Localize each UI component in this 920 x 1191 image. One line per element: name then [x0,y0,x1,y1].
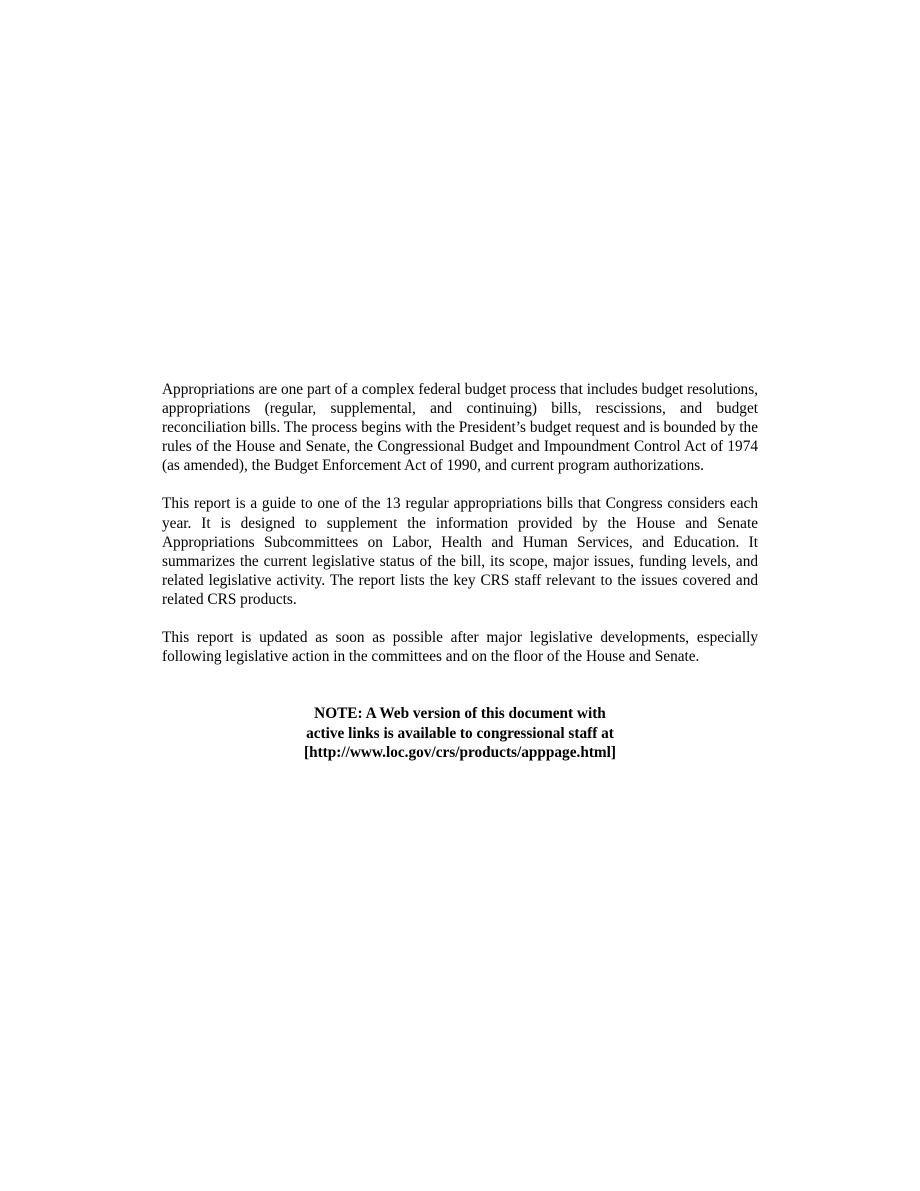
note-line: NOTE: A Web version of this document with [314,705,606,723]
note-url: [http://www.loc.gov/crs/products/apppage.html] [303,744,617,762]
paragraph-update-policy: This report is updated as soon as possible after major legislative developments, especially following legislative action in the committees and on the floor of the House and Senate. [162,629,758,666]
note-line: active links is available to congressional staff at [306,724,614,742]
paragraph-report-guide: This report is a guide to one of the 13 regular appropriations bills that Congress considers each year. It is designed to supplement the information provided by the House and Senate Appropriations Subcommittees on Labor, Health and Human Services, and Education. It summarizes the current legislative status of the bill, its scope, major issues, funding levels, and related legislative activity. The report lists the key CRS staff relevant to the issues covered and related CRS products. [162,495,758,608]
document-body [162,380,758,763]
web-version-note [162,704,758,763]
paragraph-budget-process: Appropriations are one part of a complex federal budget process that includes budget resolutions, appropriations (regular, supplemental, and continuing) bills, rescissions, and budget reconciliation bills. The process begins with the President’s budget request and is bounded by the rules of the House and Senate, the Congressional Budget and Impoundment Control Act of 1974 (as amended), the Budget Enforcement Act of 1990, and current program authorizations. [162,381,758,475]
